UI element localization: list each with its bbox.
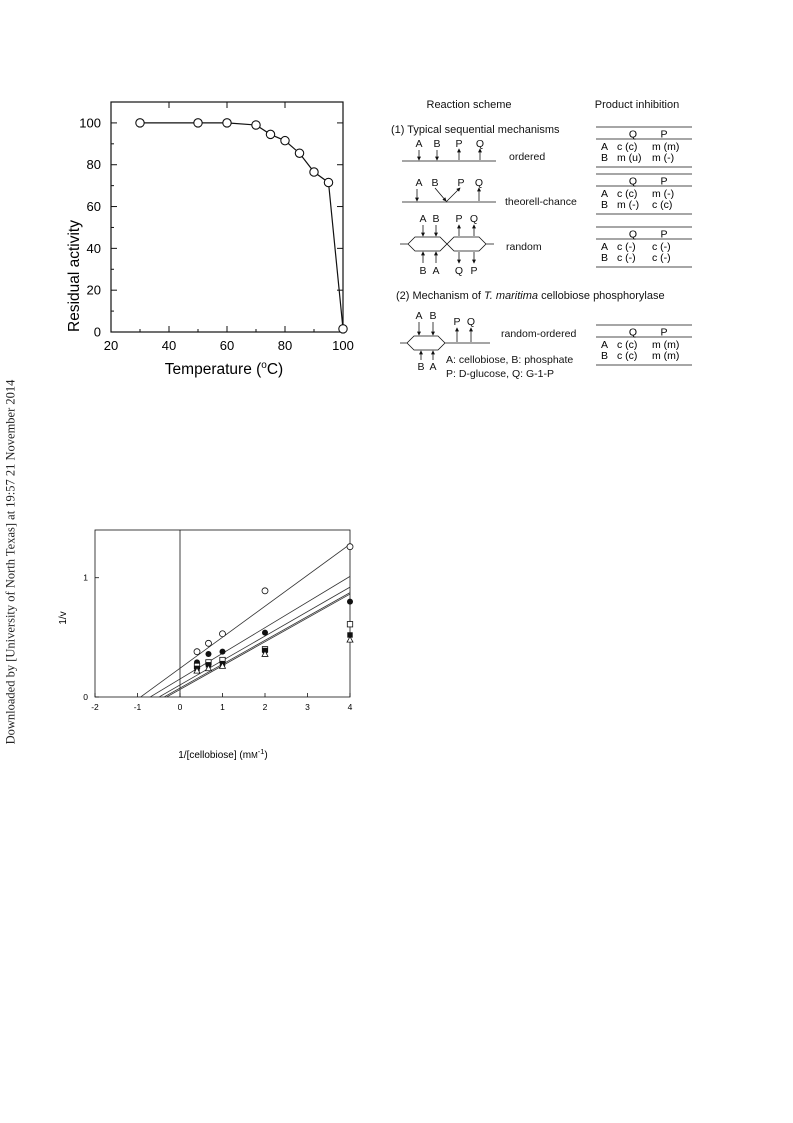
svg-text:A: A (415, 310, 423, 322)
reaction-scheme-header: Reaction scheme (426, 99, 512, 111)
data-point-open-circle (205, 640, 211, 646)
svg-text:P: P (455, 138, 463, 150)
table-row-label: B (601, 252, 609, 264)
temperature-chart-axes (79, 102, 354, 353)
table-row-label: A (601, 241, 609, 253)
temperature-chart (55, 90, 375, 390)
table-col-header: Q (628, 228, 638, 241)
data-point-open-circle (347, 544, 353, 550)
table-cell: m (m) (652, 339, 680, 351)
section1-title: (1) Typical sequential mechanisms (391, 124, 560, 136)
table-row-label: B (601, 152, 609, 164)
temperature-chart-ylabel: Residual activity (66, 220, 83, 332)
svg-text:B: B (433, 138, 441, 150)
table-cell: m (m) (652, 141, 680, 153)
activity-point (194, 119, 202, 127)
double-reciprocal-chart-xlabel: 1/[cellobiose] $(mM^{-1})$ (178, 747, 268, 761)
activity-point (266, 130, 274, 138)
y-tick-label: 0 (83, 692, 88, 702)
table-cell: c (c) (617, 339, 638, 351)
data-point-filled-circle (347, 599, 353, 605)
svg-text:P: P (457, 177, 465, 189)
download-notice-text: Downloaded by [University of North Texas] at 19:57 21 November 2014 (3, 379, 18, 745)
reaction-scheme-figure (388, 92, 708, 397)
data-point-filled-circle (220, 649, 226, 655)
svg-text:Q: Q (466, 316, 476, 328)
x-tick-label: 80 (277, 338, 293, 353)
ordered-scheme (402, 138, 545, 163)
temperature-chart-xlabel: Temperature ($^o$C) (164, 360, 284, 378)
table-cell: c (c) (652, 199, 673, 211)
legend-line-2: P: D-glucose, Q: G-1-P (446, 368, 554, 380)
data-point-open-square (347, 622, 352, 627)
table-cell: m (-) (652, 188, 675, 200)
table-cell: m (m) (652, 350, 680, 362)
svg-text:A: A (429, 361, 437, 373)
data-point-open-circle (220, 631, 226, 637)
table-col-header: P (660, 128, 668, 141)
table-col-header: P (660, 326, 668, 339)
x-tick-label: 2 (262, 702, 268, 712)
y-tick-label: 40 (86, 240, 101, 256)
svg-text:Q: Q (469, 213, 479, 225)
table-cell: c (-) (652, 241, 671, 253)
y-tick-label: 20 (86, 282, 101, 298)
table-col-header: P (660, 175, 668, 188)
double-reciprocal-chart (55, 520, 375, 765)
data-point-open-circle (194, 649, 200, 655)
table-row-label: B (601, 199, 609, 211)
x-tick-label: -1 (133, 702, 142, 712)
table-col-header: Q (628, 175, 638, 188)
x-tick-label: 0 (177, 702, 183, 712)
table-cell: c (-) (652, 252, 671, 264)
mechanism-theorell-label: theorell-chance (505, 196, 577, 208)
table-cell: c (c) (617, 350, 638, 362)
svg-text:P: P (455, 213, 463, 225)
y-tick-label: 60 (86, 199, 101, 215)
random-scheme (400, 213, 542, 277)
svg-text:Q: Q (474, 177, 484, 189)
product-inhibition-header: Product inhibition (594, 99, 680, 111)
activity-point (136, 119, 144, 127)
y-tick-label: 80 (86, 157, 101, 173)
theorell-chance-scheme (402, 177, 577, 208)
double-reciprocal-chart-ylabel: 1/v (58, 611, 69, 625)
x-tick-label: 1 (220, 702, 225, 712)
activity-point (310, 168, 318, 176)
table-cell: c (-) (617, 252, 636, 264)
download-notice (4, 372, 18, 752)
svg-text:Q: Q (475, 138, 485, 150)
svg-text:B: B (417, 361, 425, 373)
svg-text:A: A (415, 138, 423, 150)
x-tick-label: 40 (161, 338, 177, 353)
mechanism-ordered-label: ordered (509, 151, 546, 163)
activity-point (223, 119, 231, 127)
x-tick-label: 100 (332, 338, 354, 353)
table-cell: c (-) (617, 241, 636, 253)
section2-title: (2) Mechanism of T. maritima cellobiose phosphorylase (396, 290, 665, 302)
svg-text:B: B (432, 213, 440, 225)
table-row-label: A (601, 141, 609, 153)
table-col-header: P (660, 228, 668, 241)
x-tick-label: 3 (305, 702, 310, 712)
svg-text:A: A (419, 213, 427, 225)
x-tick-label: 4 (347, 702, 353, 712)
random-ordered-scheme (400, 310, 576, 380)
data-point-filled-circle (205, 651, 211, 657)
table-cell: c (c) (617, 188, 638, 200)
x-tick-label: 60 (219, 338, 235, 353)
svg-text:B: B (429, 310, 437, 322)
table-row-label: A (601, 188, 609, 200)
activity-point (295, 149, 303, 157)
svg-text:A: A (432, 265, 440, 277)
svg-text:A: A (415, 177, 423, 189)
mechanism-random-ordered-label: random-ordered (501, 328, 577, 340)
data-point-open-circle (262, 588, 268, 594)
table-cell: m (-) (652, 152, 675, 164)
table-row-label: B (601, 350, 609, 362)
inhibition-tables (596, 127, 692, 365)
svg-text:Q: Q (454, 265, 464, 277)
table-col-header: Q (628, 326, 638, 339)
legend-line-1: A: cellobiose, B: phosphate (446, 354, 574, 366)
svg-text:B: B (419, 265, 427, 277)
temperature-chart-frame (111, 102, 343, 332)
y-tick-label: 100 (79, 115, 101, 131)
activity-point (339, 325, 347, 333)
table-row-label: A (601, 339, 609, 351)
table-cell: m (u) (617, 152, 642, 164)
table-col-header: Q (628, 128, 638, 141)
data-point-filled-circle (262, 630, 268, 636)
mechanism-random-label: random (506, 241, 542, 253)
x-tick-label: 20 (103, 338, 119, 353)
temperature-chart-marks (136, 119, 347, 333)
svg-text:B: B (431, 177, 439, 189)
table-cell: m (-) (617, 199, 640, 211)
y-tick-label: 1 (83, 572, 88, 583)
activity-point (281, 136, 289, 144)
activity-line (140, 123, 343, 329)
svg-text:P: P (453, 316, 461, 328)
activity-point (324, 178, 332, 186)
table-cell: c (c) (617, 141, 638, 153)
y-tick-label: 0 (93, 324, 101, 340)
activity-point (252, 121, 260, 129)
x-tick-label: -2 (91, 702, 99, 712)
svg-text:P: P (470, 265, 478, 277)
lb-chart-frame (95, 530, 350, 697)
double-reciprocal-chart-axes (83, 530, 352, 712)
